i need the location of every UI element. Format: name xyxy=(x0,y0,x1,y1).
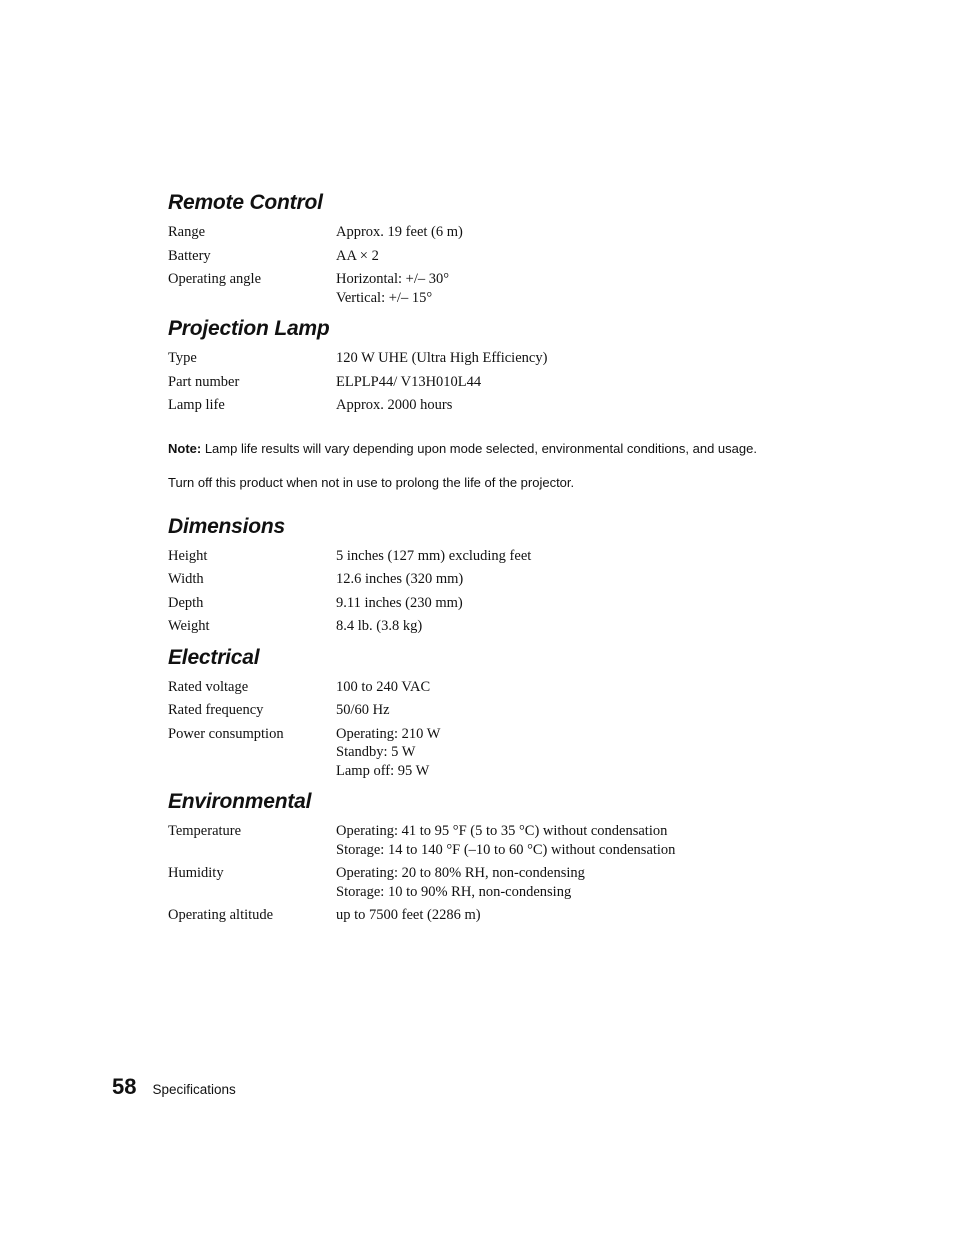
spec-label: Height xyxy=(168,547,208,564)
spec-label: Rated frequency xyxy=(168,702,264,718)
note-text: Lamp life results will vary depending upon mode selected, environmental conditions, and usage. xyxy=(201,440,757,456)
section-projection-lamp xyxy=(168,312,788,415)
spec-label: Battery xyxy=(168,247,211,264)
spec-row-battery xyxy=(168,247,788,266)
spec-value-line: up to 7500 feet (2286 m) xyxy=(336,907,481,923)
spec-label: Operating altitude xyxy=(168,907,274,923)
spec-value-line: 8.4 lb. (3.8 kg) xyxy=(336,618,423,634)
lamp-life-tip: Turn off this product when not in use to prolong the life of the projector. xyxy=(168,474,575,490)
page-footer xyxy=(112,1074,236,1100)
spec-row-weight xyxy=(168,617,788,636)
spec-row-operating-angle xyxy=(168,270,788,307)
spec-label: Part number xyxy=(168,373,240,390)
spec-value xyxy=(336,223,463,242)
spec-row-depth xyxy=(168,594,788,613)
spec-row-width xyxy=(168,570,788,589)
spec-value xyxy=(336,594,463,613)
spec-label: Width xyxy=(168,571,204,587)
spec-value-line: 100 to 240 VAC xyxy=(336,678,431,695)
spec-label: Range xyxy=(168,224,206,240)
spec-label: Lamp life xyxy=(168,397,225,413)
spec-value-line: 9.11 inches (230 mm) xyxy=(336,594,463,611)
spec-row-type xyxy=(168,349,788,368)
spec-value xyxy=(336,822,675,859)
section-title: Dimensions xyxy=(168,514,286,538)
spec-row-lamp-life xyxy=(168,396,788,415)
spec-row-height xyxy=(168,547,788,566)
section-title: Remote Control xyxy=(168,191,323,214)
spec-row-power-consumption xyxy=(168,725,788,781)
page-number: 58 xyxy=(112,1074,137,1099)
spec-value-line: Operating: 210 W xyxy=(336,725,441,742)
section-electrical xyxy=(168,641,788,781)
spec-value xyxy=(336,678,430,697)
spec-value xyxy=(336,570,463,589)
spec-label: Humidity xyxy=(168,865,224,881)
spec-value-line: 120 W UHE (Ultra High Efficiency) xyxy=(336,350,548,366)
section-title: Projection Lamp xyxy=(168,317,330,340)
spec-label: Operating angle xyxy=(168,271,262,287)
spec-value xyxy=(336,864,585,901)
spec-label: Depth xyxy=(168,594,204,611)
spec-label: Type xyxy=(168,350,197,366)
spec-value xyxy=(336,373,481,392)
spec-label: Power consumption xyxy=(168,725,284,742)
lamp-life-note xyxy=(168,440,768,457)
spec-row-range xyxy=(168,223,788,242)
spec-row-temperature xyxy=(168,822,788,859)
spec-value-line: Lamp off: 95 W xyxy=(336,762,430,779)
note-label: Note: xyxy=(168,440,202,456)
spec-value-line: 50/60 Hz xyxy=(336,702,390,718)
spec-label: Rated voltage xyxy=(168,678,249,695)
spec-value-line: 12.6 inches (320 mm) xyxy=(336,571,464,587)
section-title: Environmental xyxy=(168,790,312,813)
spec-value-line: Operating: 20 to 80% RH, non-condensing xyxy=(336,865,585,881)
spec-value xyxy=(336,725,440,781)
spec-value-line: Approx. 2000 hours xyxy=(336,397,453,413)
spec-value-line: Operating: 41 to 95 °F (5 to 35 °C) without condensation xyxy=(336,823,668,839)
spec-row-operating-altitude xyxy=(168,906,788,925)
spec-row-rated-frequency xyxy=(168,701,788,720)
spec-label: Weight xyxy=(168,618,210,634)
note-block xyxy=(168,440,788,491)
spec-row-humidity xyxy=(168,864,788,901)
spec-value-line: Storage: 14 to 140 °F (–10 to 60 °C) without condensation xyxy=(336,841,676,858)
spec-value-line: AA × 2 xyxy=(336,247,379,264)
spec-value xyxy=(336,701,390,720)
section-remote-control xyxy=(168,186,788,307)
footer-section-name: Specifications xyxy=(152,1082,236,1097)
spec-row-rated-voltage xyxy=(168,678,788,697)
spec-value-line: Storage: 10 to 90% RH, non-condensing xyxy=(336,883,572,900)
spec-value-line: Standby: 5 W xyxy=(336,744,416,760)
spec-value-line: Horizontal: +/– 30° xyxy=(336,271,450,287)
spec-value xyxy=(336,349,547,368)
spec-label: Temperature xyxy=(168,823,242,839)
spec-value-line: 5 inches (127 mm) excluding feet xyxy=(336,547,532,564)
spec-value xyxy=(336,247,379,266)
spec-value xyxy=(336,396,452,415)
spec-value xyxy=(336,270,449,307)
spec-value-line: Vertical: +/– 15° xyxy=(336,289,433,306)
section-environmental xyxy=(168,785,788,925)
section-dimensions xyxy=(168,510,788,636)
spec-value xyxy=(336,617,422,636)
section-title: Electrical xyxy=(168,645,260,669)
spec-value xyxy=(336,906,481,925)
spec-value-line: ELPLP44/ V13H010L44 xyxy=(336,373,482,390)
spec-row-part-number xyxy=(168,373,788,392)
spec-value xyxy=(336,547,531,566)
specifications-content xyxy=(168,186,788,930)
spec-value-line: Approx. 19 feet (6 m) xyxy=(336,224,463,240)
